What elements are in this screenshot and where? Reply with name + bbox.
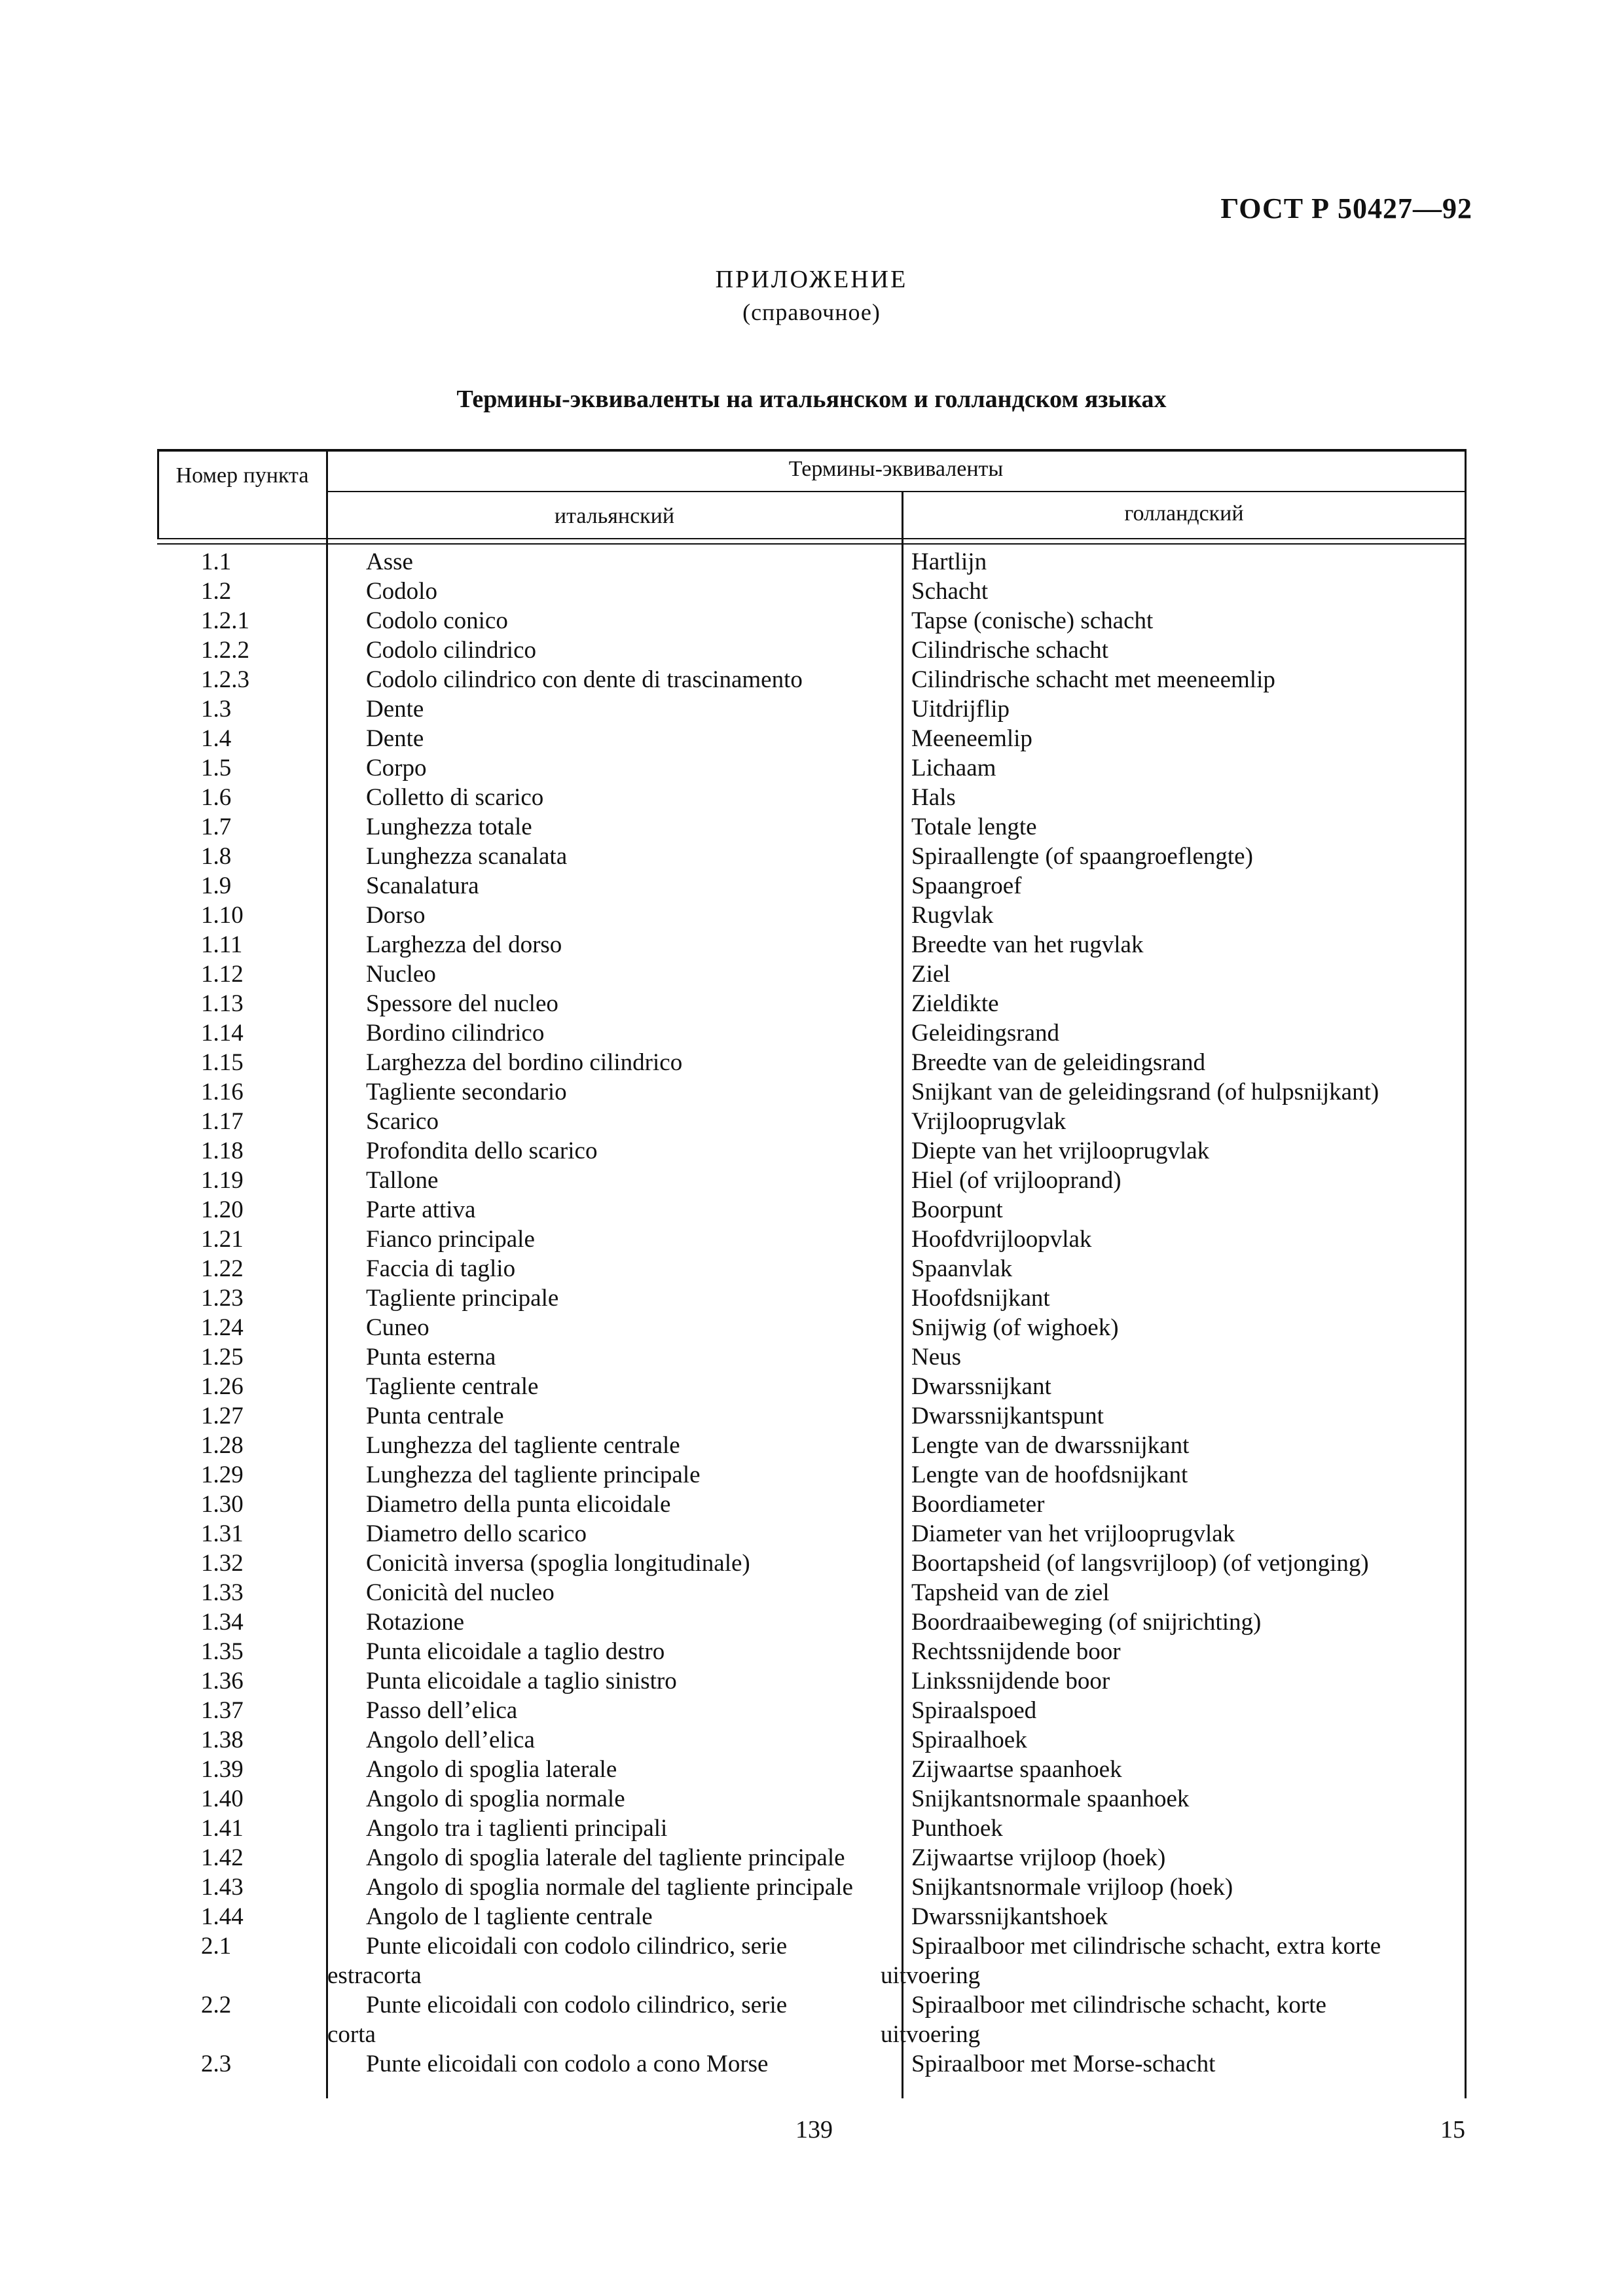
dutch-term: Spiraalboor met Morse-schacht bbox=[911, 2051, 1216, 2077]
dutch-term-continuation: uitvoering bbox=[881, 2021, 981, 2048]
table-row bbox=[157, 783, 1467, 812]
table-row bbox=[157, 1077, 1467, 1107]
dutch-term: Geleidingsrand bbox=[911, 1020, 1060, 1047]
dutch-term: Neus bbox=[911, 1344, 962, 1371]
dutch-term: Spaangroef bbox=[911, 872, 1022, 899]
row-number: 1.1 bbox=[201, 548, 232, 575]
table-row bbox=[157, 1696, 1467, 1725]
table-row bbox=[157, 1254, 1467, 1283]
italian-term: Punta elicoidale a taglio sinistro bbox=[366, 1668, 677, 1695]
row-number: 1.3 bbox=[201, 696, 232, 723]
table-row bbox=[157, 930, 1467, 960]
table-row bbox=[157, 1225, 1467, 1254]
italian-term: Angolo dell’elica bbox=[366, 1727, 535, 1753]
dutch-term: Dwarssnijkant bbox=[911, 1373, 1051, 1400]
row-number: 2.2 bbox=[201, 1992, 232, 2018]
row-number: 1.2.3 bbox=[201, 666, 249, 693]
table-row bbox=[157, 1902, 1467, 1931]
dutch-term: Hiel (of vrijlooprand) bbox=[911, 1167, 1122, 1194]
italian-term: Lunghezza scanalata bbox=[366, 843, 568, 870]
dutch-term: Rechtssnijdende boor bbox=[911, 1638, 1121, 1665]
italian-term: Asse bbox=[366, 548, 413, 575]
table-body bbox=[157, 547, 1467, 2079]
row-number: 1.34 bbox=[201, 1609, 244, 1636]
dutch-term: Lengte van de dwarssnijkant bbox=[911, 1432, 1190, 1459]
italian-term: Nucleo bbox=[366, 961, 436, 988]
appendix-subtitle: (справочное) bbox=[742, 299, 881, 325]
row-number: 1.5 bbox=[201, 755, 232, 781]
italian-term: Passo dell’elica bbox=[366, 1697, 518, 1724]
italian-term: Faccia di taglio bbox=[366, 1255, 516, 1282]
row-number: 1.10 bbox=[201, 902, 244, 929]
table-row bbox=[157, 1195, 1467, 1225]
row-number: 1.14 bbox=[201, 1020, 244, 1047]
dutch-term: Breedte van het rugvlak bbox=[911, 931, 1144, 958]
dutch-term: Diameter van het vrijlooprugvlak bbox=[911, 1520, 1235, 1547]
standard-number: ГОСТ Р 50427—92 bbox=[1220, 192, 1472, 224]
row-number: 1.13 bbox=[201, 990, 244, 1017]
header-terms-group: Термины-эквиваленты bbox=[788, 457, 1004, 481]
row-number: 1.39 bbox=[201, 1756, 244, 1783]
table-top-border bbox=[157, 449, 1467, 452]
row-number: 1.23 bbox=[201, 1285, 244, 1312]
dutch-term: Zijwaartse spaanhoek bbox=[911, 1756, 1122, 1783]
table-row bbox=[157, 871, 1467, 901]
row-number: 1.29 bbox=[201, 1462, 244, 1488]
italian-term: Tagliente centrale bbox=[366, 1373, 539, 1400]
table-row bbox=[157, 960, 1467, 989]
row-number: 1.32 bbox=[201, 1550, 244, 1577]
dutch-term: Hals bbox=[911, 784, 956, 811]
row-number: 1.37 bbox=[201, 1697, 244, 1724]
italian-term: Diametro della punta elicoidale bbox=[366, 1491, 671, 1518]
table-row bbox=[157, 842, 1467, 871]
table-title: Термины-эквиваленты на итальянском и голландском языках bbox=[456, 386, 1167, 413]
italian-term: Tallone bbox=[366, 1167, 439, 1194]
italian-term: Spessore del nucleo bbox=[366, 990, 558, 1017]
table-row bbox=[157, 1814, 1467, 1843]
row-number: 1.33 bbox=[201, 1579, 244, 1606]
dutch-term-continuation: uitvoering bbox=[881, 1962, 981, 1989]
italian-term: Dorso bbox=[366, 902, 426, 929]
row-number: 1.7 bbox=[201, 814, 232, 840]
row-number: 1.4 bbox=[201, 725, 232, 752]
table-row bbox=[157, 1784, 1467, 1814]
table-row bbox=[157, 1931, 1467, 1990]
row-number: 1.36 bbox=[201, 1668, 244, 1695]
row-number: 2.1 bbox=[201, 1933, 232, 1960]
italian-term: Codolo cilindrico bbox=[366, 637, 536, 664]
dutch-term: Boorpunt bbox=[911, 1196, 1003, 1223]
italian-term: Cuneo bbox=[366, 1314, 429, 1341]
header-bottom-border bbox=[157, 538, 1467, 539]
table-row bbox=[157, 1873, 1467, 1902]
italian-term: Angolo de l tagliente centrale bbox=[366, 1903, 653, 1930]
table-row bbox=[157, 2049, 1467, 2079]
table-row bbox=[157, 1136, 1467, 1166]
table-row bbox=[157, 694, 1467, 724]
table-row bbox=[157, 1166, 1467, 1195]
italian-term: Tagliente principale bbox=[366, 1285, 559, 1312]
row-number: 1.2 bbox=[201, 578, 232, 605]
row-number: 1.2.2 bbox=[201, 637, 249, 664]
italian-term: Tagliente secondario bbox=[366, 1079, 567, 1105]
dutch-term: Spaanvlak bbox=[911, 1255, 1013, 1282]
table-row bbox=[157, 606, 1467, 636]
dutch-term: Diepte van het vrijlooprugvlak bbox=[911, 1138, 1210, 1164]
row-number: 2.3 bbox=[201, 2051, 232, 2077]
italian-term: Corpo bbox=[366, 755, 427, 781]
header-dutch: голландский bbox=[1124, 501, 1244, 526]
row-number: 1.20 bbox=[201, 1196, 244, 1223]
header-italian: итальянский bbox=[554, 504, 675, 528]
italian-term: Angolo di spoglia laterale bbox=[366, 1756, 617, 1783]
row-number: 1.31 bbox=[201, 1520, 244, 1547]
dutch-term: Rugvlak bbox=[911, 902, 994, 929]
table-row bbox=[157, 1725, 1467, 1755]
row-number: 1.12 bbox=[201, 961, 244, 988]
italian-term bbox=[327, 1990, 881, 2049]
table-row bbox=[157, 1843, 1467, 1873]
dutch-term: Spiraalhoek bbox=[911, 1727, 1027, 1753]
italian-term bbox=[327, 1931, 881, 1990]
dutch-term: Dwarssnijkantshoek bbox=[911, 1903, 1108, 1930]
dutch-term: Cilindrische schacht bbox=[911, 637, 1109, 664]
row-number: 1.17 bbox=[201, 1108, 244, 1135]
dutch-term: Ziel bbox=[911, 961, 951, 988]
dutch-term bbox=[881, 1931, 1444, 1990]
row-number: 1.42 bbox=[201, 1844, 244, 1871]
italian-term: Bordino cilindrico bbox=[366, 1020, 545, 1047]
italian-term: Angolo di spoglia normale del tagliente principale bbox=[366, 1874, 853, 1901]
italian-term: Larghezza del dorso bbox=[366, 931, 562, 958]
dutch-term: Zijwaartse vrijloop (hoek) bbox=[911, 1844, 1166, 1871]
italian-term-continuation: estracorta bbox=[327, 1962, 422, 1989]
table-row bbox=[157, 1990, 1467, 2049]
header-number: Номер пункта bbox=[175, 463, 309, 488]
row-number: 1.19 bbox=[201, 1167, 244, 1194]
row-number: 1.26 bbox=[201, 1373, 244, 1400]
italian-term: Angolo tra i taglienti principali bbox=[366, 1815, 668, 1842]
dutch-term: Linkssnijdende boor bbox=[911, 1668, 1110, 1695]
appendix-title: ПРИЛОЖЕНИЕ bbox=[715, 266, 908, 293]
row-number: 1.30 bbox=[201, 1491, 244, 1518]
dutch-term: Boordiameter bbox=[911, 1491, 1045, 1518]
italian-term: Punta esterna bbox=[366, 1344, 496, 1371]
table-row bbox=[157, 1460, 1467, 1490]
dutch-term: Uitdrijflip bbox=[911, 696, 1010, 723]
italian-term: Angolo di spoglia laterale del tagliente principale bbox=[366, 1844, 845, 1871]
italian-term: Scanalatura bbox=[366, 872, 479, 899]
dutch-term: Dwarssnijkantspunt bbox=[911, 1403, 1104, 1429]
table-row bbox=[157, 724, 1467, 753]
table-row bbox=[157, 812, 1467, 842]
table-row bbox=[157, 1519, 1467, 1549]
dutch-term: Punthoek bbox=[911, 1815, 1003, 1842]
dutch-term: Breedte van de geleidingsrand bbox=[911, 1049, 1205, 1076]
row-number: 1.27 bbox=[201, 1403, 244, 1429]
italian-term: Codolo conico bbox=[366, 607, 508, 634]
row-number: 1.41 bbox=[201, 1815, 244, 1842]
table-row bbox=[157, 1637, 1467, 1666]
page-number-right: 15 bbox=[1440, 2116, 1465, 2144]
row-number: 1.44 bbox=[201, 1903, 244, 1930]
dutch-term: Hoofdsnijkant bbox=[911, 1285, 1050, 1312]
italian-term: Conicità del nucleo bbox=[366, 1579, 555, 1606]
italian-term: Punta elicoidale a taglio destro bbox=[366, 1638, 665, 1665]
row-number: 1.21 bbox=[201, 1226, 244, 1253]
row-number: 1.15 bbox=[201, 1049, 244, 1076]
row-number: 1.35 bbox=[201, 1638, 244, 1665]
dutch-term: Tapsheid van de ziel bbox=[911, 1579, 1110, 1606]
row-number: 1.24 bbox=[201, 1314, 244, 1341]
italian-term: Lunghezza del tagliente centrale bbox=[366, 1432, 680, 1459]
italian-term: Punta centrale bbox=[366, 1403, 504, 1429]
italian-term: Dente bbox=[366, 696, 424, 723]
dutch-term: Spiraalspoed bbox=[911, 1697, 1037, 1724]
italian-term: Scarico bbox=[366, 1108, 439, 1135]
table-row bbox=[157, 1431, 1467, 1460]
dutch-term: Spiraallengte (of spaangroeflengte) bbox=[911, 843, 1253, 870]
italian-term-continuation: corta bbox=[327, 2021, 376, 2048]
row-number: 1.43 bbox=[201, 1874, 244, 1901]
row-number: 1.16 bbox=[201, 1079, 244, 1105]
appendix-heading bbox=[0, 263, 1623, 329]
italian-term: Colletto di scarico bbox=[366, 784, 544, 811]
row-number: 1.9 bbox=[201, 872, 232, 899]
table-row bbox=[157, 547, 1467, 577]
row-number: 1.38 bbox=[201, 1727, 244, 1753]
table-row bbox=[157, 1607, 1467, 1637]
italian-term: Rotazione bbox=[366, 1609, 465, 1636]
dutch-term: Schacht bbox=[911, 578, 989, 605]
table-row bbox=[157, 1666, 1467, 1696]
row-number: 1.18 bbox=[201, 1138, 244, 1164]
italian-term-line: Punte elicoidali con codolo cilindrico, serie bbox=[366, 1933, 788, 1960]
dutch-term: Snijkantsnormale vrijloop (hoek) bbox=[911, 1874, 1233, 1901]
dutch-term bbox=[881, 1990, 1444, 2049]
italian-term: Codolo cilindrico con dente di trascinamento bbox=[366, 666, 803, 693]
dutch-term-line: Spiraalboor met cilindrische schacht, korte bbox=[911, 1992, 1326, 2018]
table-row bbox=[157, 1283, 1467, 1313]
header-bottom-border-2 bbox=[157, 543, 1467, 545]
row-number: 1.28 bbox=[201, 1432, 244, 1459]
row-number: 1.22 bbox=[201, 1255, 244, 1282]
table-row bbox=[157, 1048, 1467, 1077]
table-row bbox=[157, 1549, 1467, 1578]
italian-term: Parte attiva bbox=[366, 1196, 476, 1223]
dutch-term: Boordraaibeweging (of snijrichting) bbox=[911, 1609, 1262, 1636]
table-row bbox=[157, 1755, 1467, 1784]
table-row bbox=[157, 665, 1467, 694]
table-row bbox=[157, 1401, 1467, 1431]
dutch-term: Cilindrische schacht met meeneemlip bbox=[911, 666, 1275, 693]
dutch-term: Lichaam bbox=[911, 755, 996, 781]
row-number: 1.6 bbox=[201, 784, 232, 811]
dutch-term: Boortapsheid (of langsvrijloop) (of vetjonging) bbox=[911, 1550, 1369, 1577]
row-number: 1.25 bbox=[201, 1344, 244, 1371]
italian-term: Codolo bbox=[366, 578, 437, 605]
dutch-term: Lengte van de hoofdsnijkant bbox=[911, 1462, 1188, 1488]
table-row bbox=[157, 1342, 1467, 1372]
italian-term: Larghezza del bordino cilindrico bbox=[366, 1049, 683, 1076]
table-row bbox=[157, 1313, 1467, 1342]
table-row bbox=[157, 1490, 1467, 1519]
dutch-term: Vrijlooprugvlak bbox=[911, 1108, 1067, 1135]
table-row bbox=[157, 1018, 1467, 1048]
row-number: 1.8 bbox=[201, 843, 232, 870]
dutch-term: Snijwig (of wighoek) bbox=[911, 1314, 1119, 1341]
dutch-term: Snijkantsnormale spaanhoek bbox=[911, 1785, 1190, 1812]
group-header-underline bbox=[327, 491, 1467, 492]
table-row bbox=[157, 577, 1467, 606]
dutch-term: Meeneemlip bbox=[911, 725, 1032, 752]
row-number: 1.2.1 bbox=[201, 607, 249, 634]
italian-term-line: Punte elicoidali con codolo cilindrico, serie bbox=[366, 1992, 788, 2018]
table-row bbox=[157, 1578, 1467, 1607]
dutch-term-line: Spiraalboor met cilindrische schacht, extra korte bbox=[911, 1933, 1381, 1960]
dutch-term: Hartlijn bbox=[911, 548, 987, 575]
dutch-term: Totale lengte bbox=[911, 814, 1037, 840]
table-row bbox=[157, 1107, 1467, 1136]
dutch-term: Hoofdvrijloopvlak bbox=[911, 1226, 1092, 1253]
italian-term: Punte elicoidali con codolo a cono Morse bbox=[366, 2051, 769, 2077]
italian-term: Diametro dello scarico bbox=[366, 1520, 587, 1547]
page-number-center: 139 bbox=[795, 2116, 833, 2144]
table-row bbox=[157, 753, 1467, 783]
table-left-border bbox=[157, 449, 159, 538]
dutch-term: Tapse (conische) schacht bbox=[911, 607, 1154, 634]
table-row bbox=[157, 989, 1467, 1018]
italian-term: Dente bbox=[366, 725, 424, 752]
dutch-term: Snijkant van de geleidingsrand (of hulpsnijkant) bbox=[911, 1079, 1379, 1105]
row-number: 1.11 bbox=[201, 931, 243, 958]
italian-term: Lunghezza del tagliente principale bbox=[366, 1462, 701, 1488]
table-row bbox=[157, 901, 1467, 930]
italian-term: Lunghezza totale bbox=[366, 814, 532, 840]
table-row bbox=[157, 636, 1467, 665]
italian-term: Conicità inversa (spoglia longitudinale) bbox=[366, 1550, 750, 1577]
row-number: 1.40 bbox=[201, 1785, 244, 1812]
table-row bbox=[157, 1372, 1467, 1401]
italian-term: Fianco principale bbox=[366, 1226, 535, 1253]
italian-term: Profondita dello scarico bbox=[366, 1138, 598, 1164]
dutch-term: Zieldikte bbox=[911, 990, 999, 1017]
italian-term: Angolo di spoglia normale bbox=[366, 1785, 625, 1812]
terms-table bbox=[157, 449, 1467, 2098]
